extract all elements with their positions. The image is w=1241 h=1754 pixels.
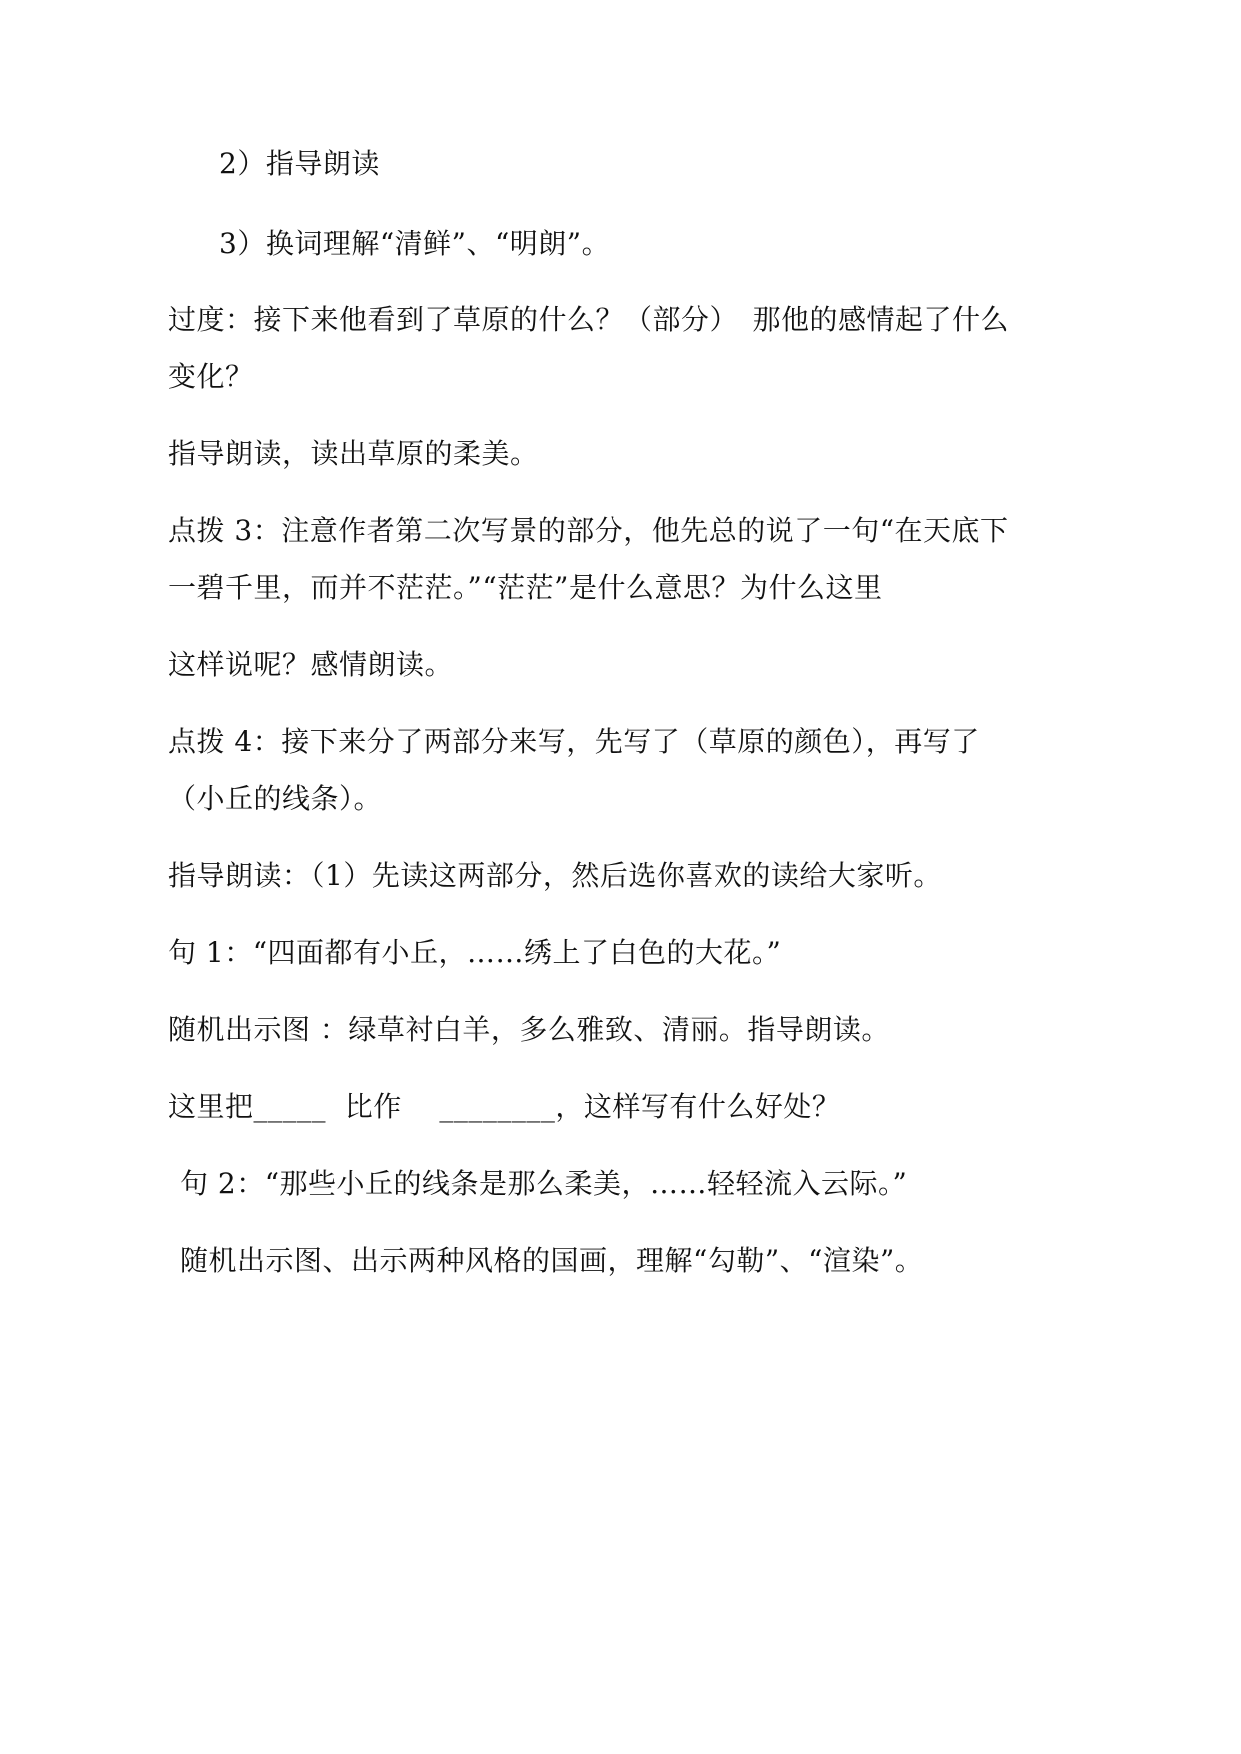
text-line-13: 随机出示图 ：绿草衬白羊，多么雅致、清丽。指导朗读。 (168, 1013, 890, 1046)
text-line-6: 点拨 3：注意作者第二次写景的部分，他先总的说了一句“在天底下 (168, 514, 1009, 547)
text-line-11: 指导朗读：（1）先读这两部分，然后选你喜欢的读给大家听。 (168, 859, 942, 892)
text-line-1: 2）指导朗读 (219, 147, 380, 180)
text-line-8: 这样说呢？感情朗读。 (168, 648, 454, 681)
text-line-10: （小丘的线条）。 (168, 782, 383, 815)
text-line-2: 3）换词理解“清鲜”、“明朗”。 (219, 227, 611, 260)
text-line-12: 句 1：“四面都有小丘，……绣上了白色的大花。” (168, 936, 782, 969)
text-line-7: 一碧千里，而并不茫茫。”“茫茫”是什么意思？为什么这里 (168, 571, 883, 604)
text-line-9: 点拨 4：接下来分了两部分来写，先写了（草原的颜色），再写了 (168, 725, 980, 758)
text-line-3: 过度：接下来他看到了草原的什么？（部分） 那他的感情起了什么 (168, 303, 1010, 336)
text-line-4: 变化？ (168, 360, 254, 393)
text-line-15: 句 2：“那些小丘的线条是那么柔美，……轻轻流入云际。” (180, 1167, 908, 1200)
text-line-5: 指导朗读，读出草原的柔美。 (168, 437, 539, 470)
text-line-14: 这里把_____ 比作 ________，这样写有什么好处？ (168, 1090, 841, 1123)
text-line-16: 随机出示图、出示两种风格的国画，理解“勾勒”、“渲染”。 (180, 1244, 924, 1277)
